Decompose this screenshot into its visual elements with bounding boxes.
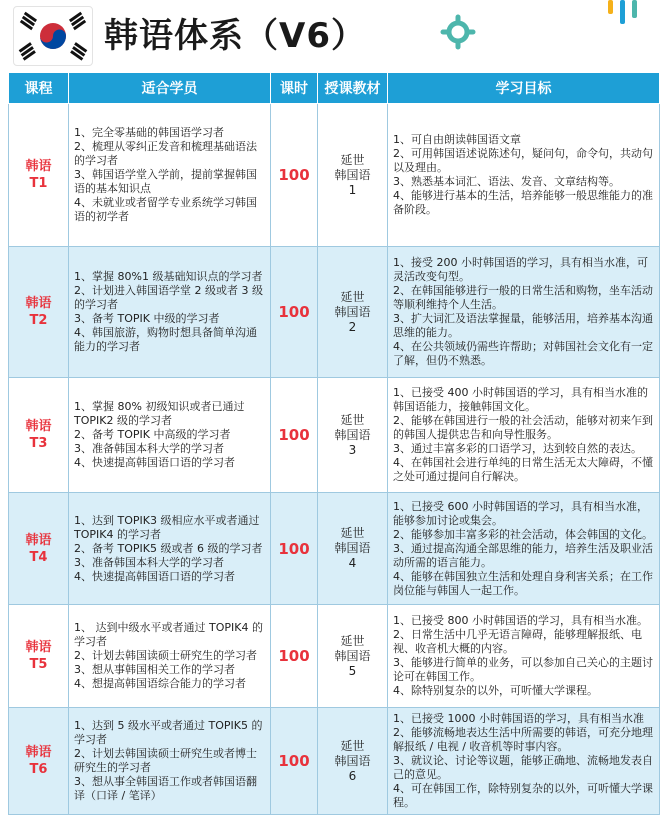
student-item: 3、韩国语学堂入学前，提前掌握韩国语的基本知识点 bbox=[74, 168, 257, 195]
goal-item: 1、接受 200 小时韩国语的学习，具有相当水准，可灵活改变句型。 bbox=[393, 256, 648, 283]
textbook-line: 延世 bbox=[340, 412, 365, 427]
course-table bbox=[8, 72, 660, 815]
goal-item: 2、可用韩国语述说陈述句，疑问句，命令句，共动句以及理由。 bbox=[393, 147, 653, 174]
student-item: 1、达到 TOPIK3 级相应水平或者通过 TOPIK4 的学习者 bbox=[74, 513, 260, 541]
goal-item: 3、扩大词汇及语法掌握量，能够活用，培养基本沟通思维的能力。 bbox=[393, 312, 653, 339]
students-cell bbox=[69, 708, 271, 815]
course-code-number: T2 bbox=[29, 313, 48, 328]
textbook-line: 2 bbox=[348, 319, 357, 334]
goal-item: 3、通过丰富多彩的口语学习，达到较自然的表达。 bbox=[393, 442, 642, 455]
student-item: 1、完全零基础的韩国语学习者 bbox=[74, 126, 224, 139]
goal-item: 2、能够流畅地表达生活中所需要的韩语，可充分地理解报纸 / 电视 / 收音机等时事内容。 bbox=[393, 726, 653, 753]
goals-cell bbox=[388, 605, 660, 708]
goals-cell bbox=[388, 493, 660, 605]
gear-decoration-icon bbox=[440, 14, 476, 50]
course-code-cell bbox=[9, 378, 69, 493]
hours-cell: 100 bbox=[271, 493, 318, 605]
goal-item: 2、能够参加丰富多彩的社会活动，体会韩国的文化。 bbox=[393, 527, 653, 541]
course-code-cell bbox=[9, 493, 69, 605]
textbook-line: 延世 bbox=[340, 289, 365, 304]
textbook-line: 延世 bbox=[340, 152, 365, 167]
column-header-goals: 学习目标 bbox=[388, 73, 660, 104]
goal-item: 4、在公共领域仍需些许帮助；对韩国社会文化有一定了解，但仍不熟悉。 bbox=[393, 340, 653, 367]
course-code-number: T4 bbox=[29, 549, 48, 565]
student-item: 2、计划进入韩国语学堂 2 级或者 3 级的学习者 bbox=[74, 284, 263, 311]
goal-item: 3、能够进行简单的业务，可以参加自己关心的主题讨论可在韩国工作。 bbox=[393, 656, 653, 683]
student-item: 4、想提高韩国语综合能力的学习者 bbox=[74, 677, 246, 690]
textbook-line: 3 bbox=[348, 442, 357, 457]
goal-item: 1、已接受 400 小时韩国语的学习，具有相当水准的韩国语能力，接触韩国文化。 bbox=[393, 386, 648, 413]
textbook-line: 韩国语 bbox=[334, 427, 371, 442]
textbook-cell bbox=[318, 708, 388, 815]
student-item: 2、计划去韩国读硕士研究生的学习者 bbox=[74, 649, 257, 662]
column-header-students: 适合学员 bbox=[69, 73, 271, 104]
column-header-course: 课程 bbox=[9, 73, 69, 104]
korea-flag-icon bbox=[13, 6, 93, 66]
course-code-label: 韩语 bbox=[25, 419, 52, 434]
goal-item: 1、已接受 800 小时韩国语的学习，具有相当水准。 bbox=[393, 614, 648, 627]
goal-item: 2、日常生活中几乎无语言障碍，能够理解报纸、电视、收音机大概的内容。 bbox=[393, 628, 642, 655]
student-item: 4、未就业或者留学专业系统学习韩国语的初学者 bbox=[74, 196, 257, 223]
goal-item: 4、在韩国社会进行单纯的日常生活无太大障碍，不懂之处可通过提问自行解决。 bbox=[393, 456, 653, 483]
hours-cell: 100 bbox=[271, 378, 318, 493]
students-cell bbox=[69, 493, 271, 605]
textbook-line: 5 bbox=[348, 663, 357, 678]
table-row bbox=[9, 247, 660, 378]
student-item: 3、想从事全韩国语工作或者韩国语翻译（口译 / 笔译） bbox=[74, 775, 257, 802]
textbook-cell bbox=[318, 605, 388, 708]
page-header bbox=[0, 0, 665, 70]
student-item: 4、韩国旅游，购物时想具备简单沟通能力的学习者 bbox=[74, 326, 257, 353]
course-code-cell bbox=[9, 104, 69, 247]
textbook-line: 延世 bbox=[340, 526, 365, 540]
textbook-line: 延世 bbox=[340, 633, 365, 648]
students-cell bbox=[69, 247, 271, 378]
course-code-label: 韩语 bbox=[25, 532, 52, 548]
hours-cell: 100 bbox=[271, 605, 318, 708]
goal-item: 2、能够在韩国进行一般的社会活动，能够对初来乍到的韩国人提供忠告和向导性服务。 bbox=[393, 414, 653, 441]
course-code-cell bbox=[9, 247, 69, 378]
goals-cell bbox=[388, 104, 660, 247]
course-code-cell bbox=[9, 708, 69, 815]
goal-item: 2、在韩国能够进行一般的日常生活和购物，坐车活动等顺利维持个人生活。 bbox=[393, 284, 653, 311]
course-code-cell bbox=[9, 605, 69, 708]
hours-cell: 100 bbox=[271, 104, 318, 247]
textbook-cell bbox=[318, 104, 388, 247]
course-code-number: T3 bbox=[29, 436, 48, 451]
column-header-hours: 课时 bbox=[271, 73, 318, 104]
student-item: 4、快速提高韩国语口语的学习者 bbox=[74, 456, 235, 469]
table-row bbox=[9, 493, 660, 605]
textbook-line: 韩国语 bbox=[334, 541, 371, 555]
textbook-line: 韩国语 bbox=[334, 648, 371, 663]
student-item: 3、想从事韩国相关工作的学习者 bbox=[74, 663, 235, 676]
student-item: 1、掌握 80% 初级知识或者已通过 TOPIK2 级的学习者 bbox=[74, 400, 245, 427]
course-code-label: 韩语 bbox=[25, 159, 52, 174]
textbook-line: 4 bbox=[348, 556, 357, 570]
student-item: 1、掌握 80%1 级基础知识点的学习者 bbox=[74, 270, 263, 283]
student-item: 2、备考 TOPIK5 级或者 6 级的学习者 bbox=[74, 541, 263, 555]
goal-item: 3、通过提高沟通全部思维的能力，培养生活及职业活动所需的语言能力。 bbox=[393, 541, 653, 569]
textbook-line: 韩国语 bbox=[334, 167, 371, 182]
course-code-number: T1 bbox=[29, 176, 48, 191]
students-cell bbox=[69, 378, 271, 493]
table-header-row bbox=[9, 73, 660, 104]
table-row bbox=[9, 378, 660, 493]
goal-item: 1、已接受 600 小时韩国语的学习，具有相当水准，能够参加讨论或集会。 bbox=[393, 499, 648, 527]
goal-item: 1、已接受 1000 小时韩国语的学习，具有相当水准 bbox=[393, 712, 644, 725]
course-code-label: 韩语 bbox=[25, 640, 52, 655]
student-item: 3、准备韩国本科大学的学习者 bbox=[74, 442, 224, 455]
course-code-label: 韩语 bbox=[25, 296, 52, 311]
color-bars-icon bbox=[600, 0, 665, 30]
page-title: 韩语体系（V6） bbox=[104, 16, 366, 56]
goal-item: 3、熟悉基本词汇、语法、发音、文章结构等。 bbox=[393, 175, 620, 188]
column-header-textbook: 授课教材 bbox=[318, 73, 388, 104]
student-item: 3、准备韩国本科大学的学习者 bbox=[74, 555, 224, 569]
student-item: 2、计划去韩国读硕士研究生或者博士研究生的学习者 bbox=[74, 747, 257, 774]
course-code-label: 韩语 bbox=[25, 745, 52, 760]
textbook-line: 1 bbox=[348, 182, 357, 197]
student-item: 2、梳理从零纠正发音和梳理基础语法的学习者 bbox=[74, 140, 257, 167]
student-item: 2、备考 TOPIK 中高级的学习者 bbox=[74, 428, 231, 441]
student-item: 4、快速提高韩国语口语的学习者 bbox=[74, 569, 235, 583]
textbook-line: 延世 bbox=[340, 738, 365, 753]
hours-cell: 100 bbox=[271, 247, 318, 378]
textbook-line: 6 bbox=[348, 768, 357, 783]
course-code-number: T6 bbox=[29, 762, 48, 777]
student-item: 1、 达到中级水平或者通过 TOPIK4 的学习者 bbox=[74, 621, 263, 648]
goals-cell bbox=[388, 378, 660, 493]
textbook-line: 韩国语 bbox=[334, 304, 371, 319]
student-item: 3、备考 TOPIK 中级的学习者 bbox=[74, 312, 220, 325]
textbook-cell bbox=[318, 378, 388, 493]
goal-item: 3、就议论、讨论等议题，能够正确地、流畅地发表自己的意见。 bbox=[393, 754, 653, 781]
goals-cell bbox=[388, 708, 660, 815]
goal-item: 4、除特别复杂的以外，可听懂大学课程。 bbox=[393, 684, 598, 697]
hours-cell: 100 bbox=[271, 708, 318, 815]
goal-item: 1、可自由朗读韩国语文章 bbox=[393, 133, 521, 146]
textbook-line: 韩国语 bbox=[334, 753, 371, 768]
course-code-number: T5 bbox=[29, 657, 48, 672]
table-row bbox=[9, 104, 660, 247]
students-cell bbox=[69, 104, 271, 247]
textbook-cell bbox=[318, 247, 388, 378]
table-row bbox=[9, 605, 660, 708]
textbook-cell bbox=[318, 493, 388, 605]
goal-item: 4、可在韩国工作，除特别复杂的以外，可听懂大学课程。 bbox=[393, 782, 653, 809]
table-row bbox=[9, 708, 660, 815]
student-item: 1、达到 5 级水平或者通过 TOPIK5 的学习者 bbox=[74, 719, 263, 746]
students-cell bbox=[69, 605, 271, 708]
goals-cell bbox=[388, 247, 660, 378]
goal-item: 4、能够进行基本的生活，培养能够一般思维能力的准备阶段。 bbox=[393, 189, 653, 216]
goal-item: 4、能够在韩国独立生活和处理自身利害关系；在工作岗位能与韩国人一起工作。 bbox=[393, 569, 653, 597]
